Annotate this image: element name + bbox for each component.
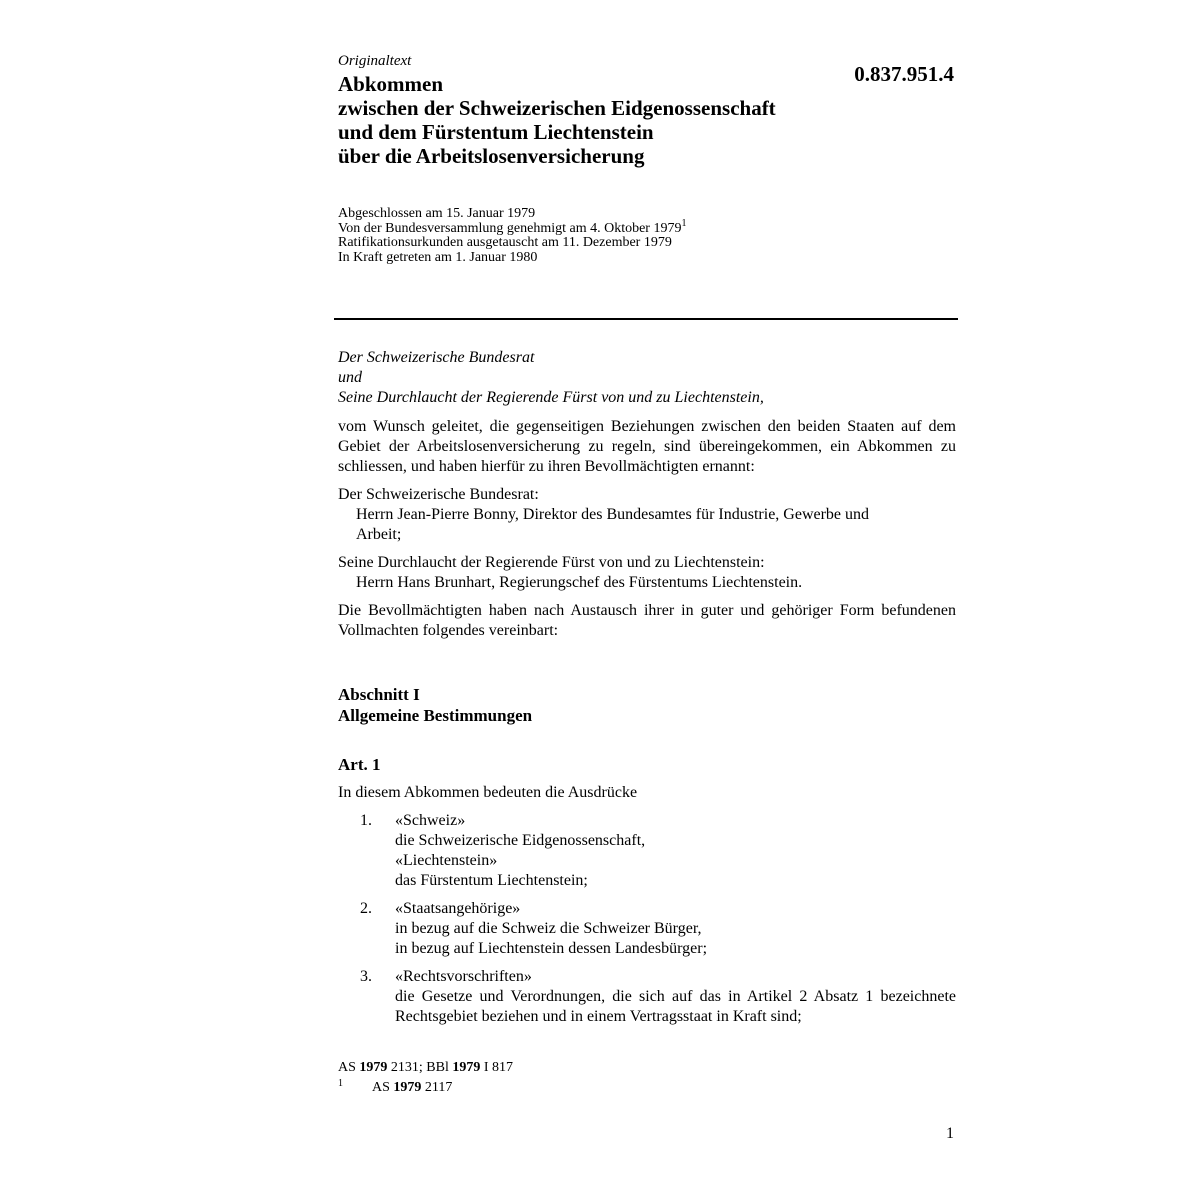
preamble-purpose: vom Wunsch geleitet, die gegenseitigen Beziehungen zwischen den beiden Staaten auf dem Gebiet der Arbeitslosenversicherung zu regeln, sind übereingekommen, ein Abkommen zu schliessen, und haben hierfür zu ihren Bevollmächtigten ernannt: bbox=[338, 418, 956, 475]
list-item-text bbox=[395, 899, 707, 959]
footnote-text: AS bbox=[338, 1060, 356, 1075]
party-line: Der Schweizerische Bundesrat bbox=[338, 349, 535, 366]
list-item bbox=[338, 899, 958, 959]
footnote-source bbox=[338, 1058, 513, 1078]
footnote-marker: 1 bbox=[338, 1078, 343, 1089]
list-item-text bbox=[395, 967, 956, 1027]
list-item-number: 2. bbox=[360, 900, 372, 917]
section-heading bbox=[338, 684, 532, 726]
footnote-1-text bbox=[372, 1078, 452, 1098]
treaty-dates bbox=[338, 207, 686, 265]
plenipotentiary-party: Seine Durchlaucht der Regierende Fürst von und zu Liechtenstein: bbox=[338, 554, 765, 571]
plenipotentiary-party: Der Schweizerische Bundesrat: bbox=[338, 486, 539, 503]
plenipotentiary-1 bbox=[338, 485, 956, 545]
list-item-line: die Schweizerische Eidgenossenschaft, bbox=[395, 832, 646, 849]
footnote-1 bbox=[338, 1078, 638, 1098]
list-item-line: das Fürstentum Liechtenstein; bbox=[395, 872, 588, 889]
date-concluded: Abgeschlossen am 15. Januar 1979 bbox=[338, 206, 536, 221]
list-item-number: 3. bbox=[360, 968, 372, 985]
list-item-line: in bezug auf Liechtenstein dessen Landesbürger; bbox=[395, 940, 708, 957]
list-item bbox=[338, 967, 958, 1027]
footnote-year: 1979 bbox=[393, 1080, 422, 1095]
list-item-text bbox=[395, 811, 645, 891]
party-line: Seine Durchlaucht der Regierende Fürst von und zu Liechtenstein, bbox=[338, 389, 764, 406]
footnote-year: 1979 bbox=[359, 1060, 388, 1075]
document-title bbox=[338, 72, 776, 168]
page-number: 1 bbox=[946, 1125, 954, 1142]
footnote-text: AS bbox=[372, 1080, 390, 1095]
title-line: und dem Fürstentum Liechtenstein bbox=[338, 120, 654, 144]
footnote-year: 1979 bbox=[452, 1060, 481, 1075]
list-item-line: in bezug auf die Schweiz die Schweizer Bürger, bbox=[395, 920, 702, 937]
horizontal-rule bbox=[334, 318, 958, 320]
footnote-text: 2117 bbox=[424, 1080, 453, 1095]
date-in-force: In Kraft getreten am 1. Januar 1980 bbox=[338, 249, 538, 265]
preamble-parties bbox=[338, 348, 764, 408]
footnote-text: I 817 bbox=[483, 1060, 514, 1075]
list-item-number: 1. bbox=[360, 812, 372, 829]
list-item-line: «Liechtenstein» bbox=[395, 852, 498, 869]
article-heading: Art. 1 bbox=[338, 755, 381, 774]
title-line: über die Arbeitslosenversicherung bbox=[338, 144, 645, 168]
list-item-definition: die Gesetze und Verordnungen, die sich auf das in Artikel 2 Absatz 1 bezeichnete Rechtsgebiet beziehen und in einem Vertragsstaat in Kraft sind; bbox=[395, 988, 956, 1025]
date-approved-text: Von der Bundesversammlung genehmigt am 4. Oktober 1979 bbox=[338, 220, 682, 236]
plenipotentiary-name: Herrn Jean-Pierre Bonny, Direktor des Bundesamtes für Industrie, Gewerbe und Arbeit; bbox=[356, 506, 870, 543]
footnote-text: 2131; BBl bbox=[390, 1060, 449, 1075]
sr-number: 0.837.951.4 bbox=[854, 62, 954, 86]
list-item-line: «Staatsangehörige» bbox=[395, 900, 521, 917]
list-item bbox=[338, 811, 958, 891]
title-line: zwischen der Schweizerischen Eidgenossenschaft bbox=[338, 96, 776, 120]
date-approved bbox=[338, 217, 687, 237]
list-item-line: «Schweiz» bbox=[395, 812, 466, 829]
plenipotentiary-2 bbox=[338, 553, 956, 593]
section-title: Allgemeine Bestimmungen bbox=[338, 706, 533, 725]
original-text-label: Originaltext bbox=[338, 53, 412, 69]
section-number: Abschnitt I bbox=[338, 685, 420, 704]
list-item-term: «Rechtsvorschriften» bbox=[395, 968, 532, 985]
agreement-clause: Die Bevollmächtigten haben nach Austausch ihrer in guter und gehöriger Form befundenen Vollmachten folgendes vereinbart: bbox=[338, 602, 956, 639]
title-line: Abkommen bbox=[338, 72, 444, 96]
plenipotentiary-name: Herrn Hans Brunhart, Regierungschef des Fürstentums Liechtenstein. bbox=[356, 574, 803, 591]
date-ratified: Ratifikationsurkunden ausgetauscht am 11. Dezember 1979 bbox=[338, 235, 672, 250]
article-intro: In diesem Abkommen bedeuten die Ausdrücke bbox=[338, 784, 638, 801]
footnote-ref: 1 bbox=[681, 217, 687, 229]
party-line: und bbox=[338, 369, 362, 386]
